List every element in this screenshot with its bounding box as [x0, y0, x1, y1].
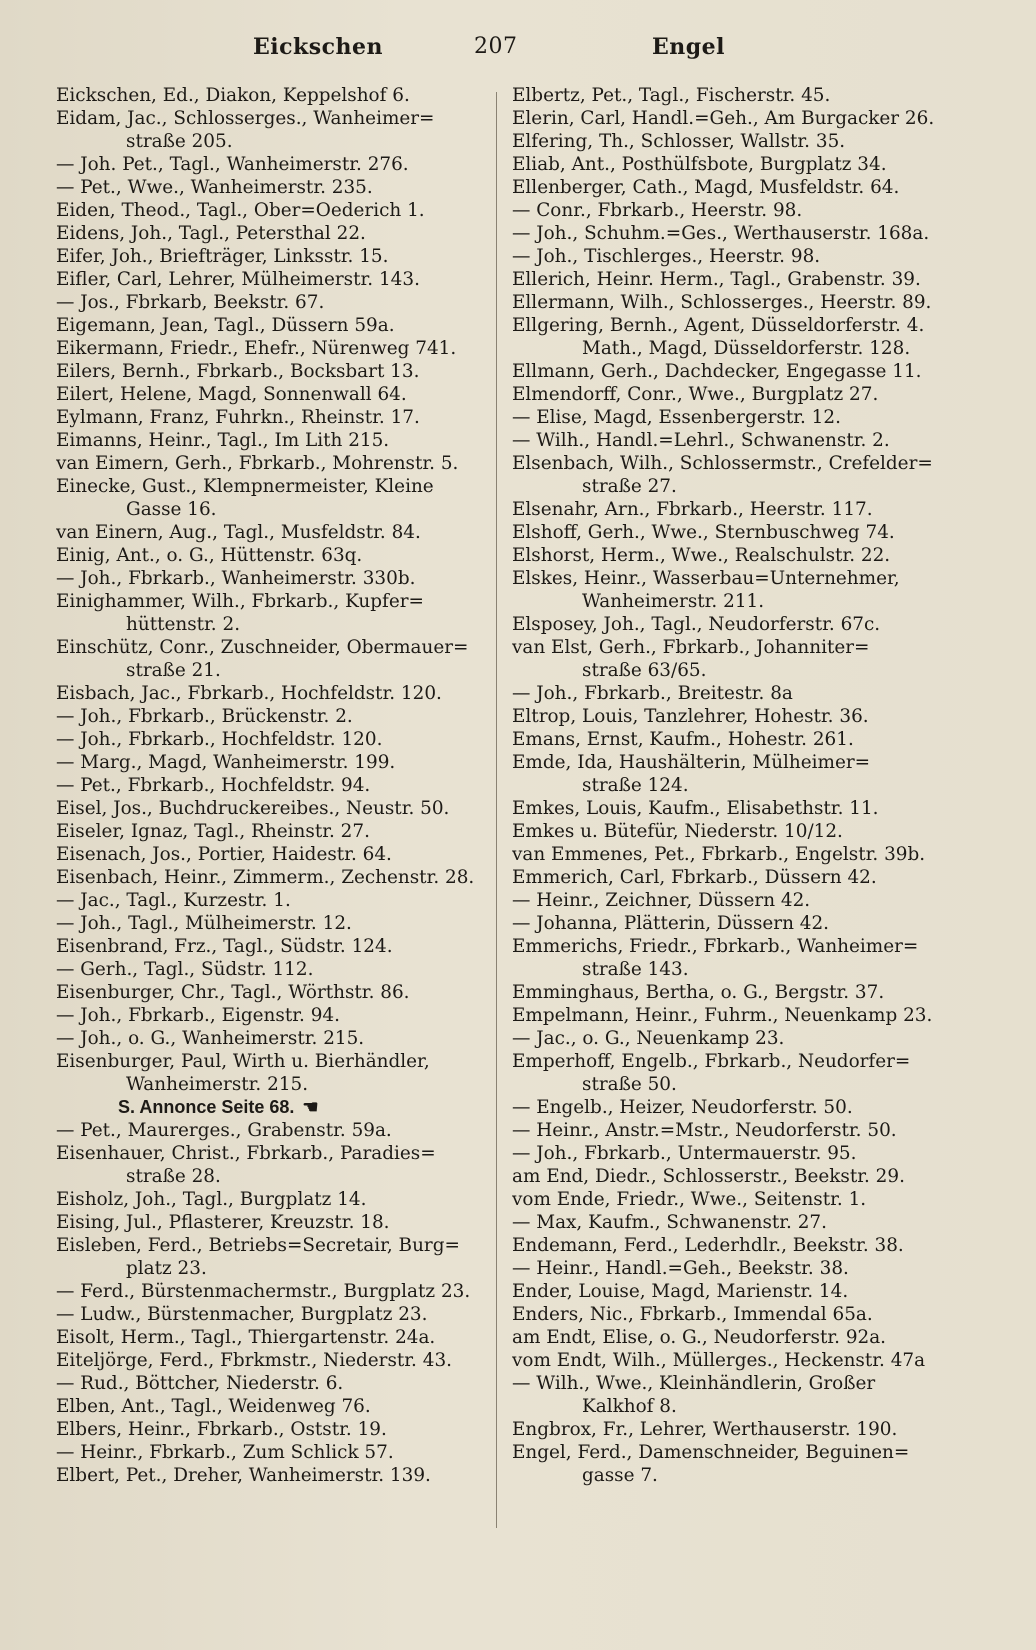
directory-entry: am End, Diedr., Schlosserstr., Beekstr. 29. — [512, 1166, 905, 1187]
directory-entry: Elbert, Pet., Dreher, Wanheimerstr. 139. — [56, 1465, 431, 1486]
directory-entry: Ender, Louise, Magd, Marienstr. 14. — [512, 1281, 849, 1302]
directory-entry: Eiteljörge, Ferd., Fbrkmstr., Niederstr. 43. — [56, 1350, 452, 1371]
directory-entry: Eisel, Jos., Buchdruckereibes., Neustr. 50. — [56, 798, 450, 819]
entry-continuation: platz 23. — [126, 1258, 207, 1279]
directory-entry: Eisenburger, Paul, Wirth u. Bierhändler, — [56, 1051, 430, 1072]
directory-entry: Eiseler, Ignaz, Tagl., Rheinstr. 27. — [56, 821, 370, 842]
directory-entry: Empelmann, Heinr., Fuhrm., Neuenkamp 23. — [512, 1005, 933, 1026]
directory-entry: Eikermann, Friedr., Ehefr., Nürenweg 741. — [56, 338, 457, 359]
directory-entry: Elsenbach, Wilh., Schlossermstr., Crefelder= — [512, 453, 933, 474]
directory-entry: Eisleben, Ferd., Betriebs=Secretair, Burg= — [56, 1235, 460, 1256]
directory-entry: Eigemann, Jean, Tagl., Düssern 59a. — [56, 315, 395, 336]
directory-entry: Elbertz, Pet., Tagl., Fischerstr. 45. — [512, 85, 831, 106]
directory-entry: Eisbach, Jac., Fbrkarb., Hochfeldstr. 120. — [56, 683, 442, 704]
page-header — [56, 34, 976, 74]
directory-entry: Elshoff, Gerh., Wwe., Sternbuschweg 74. — [512, 522, 895, 543]
entry-continuation: straße 124. — [582, 775, 689, 796]
directory-entry: — Jac., o. G., Neuenkamp 23. — [512, 1028, 785, 1049]
entry-continuation: straße 205. — [126, 131, 233, 152]
directory-entry: — Joh., Schuhm.=Ges., Werthauserstr. 168a. — [512, 223, 930, 244]
directory-entry: Ellenberger, Cath., Magd, Musfeldstr. 64. — [512, 177, 900, 198]
directory-entry: Eidam, Jac., Schlosserges., Wanheimer= — [56, 108, 435, 129]
entry-continuation: straße 50. — [582, 1074, 677, 1095]
entry-continuation: Math., Magd, Düsseldorferstr. 128. — [582, 338, 911, 359]
directory-entry: — Elise, Magd, Essenbergerstr. 12. — [512, 407, 841, 428]
directory-entry: Eliab, Ant., Posthülfsbote, Burgplatz 34. — [512, 154, 887, 175]
directory-entry: — Joh., Fbrkarb., Eigenstr. 94. — [56, 1005, 340, 1026]
header-first-name: Eickschen — [253, 34, 384, 60]
entry-continuation: straße 28. — [126, 1166, 221, 1187]
directory-entry: — Joh., o. G., Wanheimerstr. 215. — [56, 1028, 365, 1049]
directory-entry: Eisolt, Herm., Tagl., Thiergartenstr. 24a. — [56, 1327, 436, 1348]
directory-entry: Emmerichs, Friedr., Fbrkarb., Wanheimer= — [512, 936, 919, 957]
directory-entry: Ellmann, Gerh., Dachdecker, Engegasse 11. — [512, 361, 922, 382]
directory-entry: van Einern, Aug., Tagl., Musfeldstr. 84. — [56, 522, 421, 543]
directory-entry: Elerin, Carl, Handl.=Geh., Am Burgacker 26. — [512, 108, 935, 129]
directory-entry: — Joh., Fbrkarb., Wanheimerstr. 330b. — [56, 568, 416, 589]
directory-entry: — Jos., Fbrkarb, Beekstr. 67. — [56, 292, 325, 313]
directory-entry: Eimanns, Heinr., Tagl., Im Lith 215. — [56, 430, 390, 451]
directory-entry: Engbrox, Fr., Lehrer, Werthauserstr. 190. — [512, 1419, 898, 1440]
entry-continuation: Wanheimerstr. 215. — [126, 1074, 309, 1095]
directory-entry: Eidens, Joh., Tagl., Petersthal 22. — [56, 223, 366, 244]
entry-continuation: Kalkhof 8. — [582, 1396, 677, 1417]
directory-entry: Elfering, Th., Schlosser, Wallstr. 35. — [512, 131, 846, 152]
directory-entry: Eilers, Bernh., Fbrkarb., Bocksbart 13. — [56, 361, 420, 382]
right-column — [512, 84, 942, 1487]
directory-entry: — Wilh., Handl.=Lehrl., Schwanenstr. 2. — [512, 430, 890, 451]
directory-entry: — Ludw., Bürstenmacher, Burgplatz 23. — [56, 1304, 428, 1325]
directory-entry: — Heinr., Anstr.=Mstr., Neudorferstr. 50. — [512, 1120, 897, 1141]
directory-entry: Emans, Ernst, Kaufm., Hohestr. 261. — [512, 729, 854, 750]
directory-entry: Eisholz, Joh., Tagl., Burgplatz 14. — [56, 1189, 367, 1210]
directory-entry: — Heinr., Fbrkarb., Zum Schlick 57. — [56, 1442, 394, 1463]
directory-entry: Eisenbach, Heinr., Zimmerm., Zechenstr. 28. — [56, 867, 475, 888]
directory-entry: — Marg., Magd, Wanheimerstr. 199. — [56, 752, 396, 773]
entry-continuation: gasse 7. — [582, 1465, 658, 1486]
column-divider — [496, 92, 497, 1528]
directory-entry: — Joh., Tischlerges., Heerstr. 98. — [512, 246, 821, 267]
left-column — [56, 84, 486, 1487]
directory-entry: Eiden, Theod., Tagl., Ober=Oederich 1. — [56, 200, 425, 221]
directory-entry: Emkes u. Bütefür, Niederstr. 10/12. — [512, 821, 843, 842]
directory-entry: — Heinr., Handl.=Geh., Beekstr. 38. — [512, 1258, 849, 1279]
directory-entry: Eisenbrand, Frz., Tagl., Südstr. 124. — [56, 936, 393, 957]
directory-entry: Eisenach, Jos., Portier, Haidestr. 64. — [56, 844, 392, 865]
directory-entry: Eisenburger, Chr., Tagl., Wörthstr. 86. — [56, 982, 410, 1003]
directory-entry: Einschütz, Conr., Zuschneider, Obermauer= — [56, 637, 469, 658]
directory-entry: — Max, Kaufm., Schwanenstr. 27. — [512, 1212, 827, 1233]
directory-entry: Ellerich, Heinr. Herm., Tagl., Grabenstr. 39. — [512, 269, 921, 290]
directory-entry: Eisenhauer, Christ., Fbrkarb., Paradies= — [56, 1143, 436, 1164]
directory-entry: — Pet., Maurerges., Grabenstr. 59a. — [56, 1120, 392, 1141]
directory-entry: — Jac., Tagl., Kurzestr. 1. — [56, 890, 291, 911]
entry-continuation: Wanheimerstr. 211. — [582, 591, 765, 612]
directory-entry: vom Ende, Friedr., Wwe., Seitenstr. 1. — [512, 1189, 867, 1210]
directory-entry: — Joh. Pet., Tagl., Wanheimerstr. 276. — [56, 154, 409, 175]
directory-entry: van Elst, Gerh., Fbrkarb., Johanniter= — [512, 637, 870, 658]
directory-entry: Ellgering, Bernh., Agent, Düsseldorferstr. 4. — [512, 315, 925, 336]
directory-entry: — Joh., Fbrkarb., Brückenstr. 2. — [56, 706, 353, 727]
header-last-name: Engel — [652, 34, 726, 60]
directory-entry: — Joh., Tagl., Mülheimerstr. 12. — [56, 913, 352, 934]
pointing-hand-icon: ☚ — [302, 1097, 319, 1117]
directory-entry: van Emmenes, Pet., Fbrkarb., Engelstr. 39b. — [512, 844, 926, 865]
directory-entry: — Gerh., Tagl., Südstr. 112. — [56, 959, 314, 980]
directory-entry: Eickschen, Ed., Diakon, Keppelshof 6. — [56, 85, 410, 106]
directory-entry: — Ferd., Bürstenmachermstr., Burgplatz 23. — [56, 1281, 471, 1302]
directory-entry: Engel, Ferd., Damenschneider, Beguinen= — [512, 1442, 910, 1463]
entry-continuation: straße 27. — [582, 476, 677, 497]
directory-entry: vom Endt, Wilh., Müllerges., Heckenstr. 47a — [512, 1350, 926, 1371]
directory-entry: Elsenahr, Arn., Fbrkarb., Heerstr. 117. — [512, 499, 873, 520]
directory-entry: Elshorst, Herm., Wwe., Realschulstr. 22. — [512, 545, 891, 566]
directory-entry: — Pet., Wwe., Wanheimerstr. 235. — [56, 177, 373, 198]
directory-entry: — Pet., Fbrkarb., Hochfeldstr. 94. — [56, 775, 371, 796]
annonce-note: S. Annonce Seite 68. ☚ — [118, 1097, 319, 1117]
directory-entry: Eising, Jul., Pflasterer, Kreuzstr. 18. — [56, 1212, 390, 1233]
directory-entry: Eilert, Helene, Magd, Sonnenwall 64. — [56, 384, 407, 405]
directory-entry: Eifler, Carl, Lehrer, Mülheimerstr. 143. — [56, 269, 420, 290]
directory-entry: Endemann, Ferd., Lederhdlr., Beekstr. 38. — [512, 1235, 904, 1256]
directory-entry: am Endt, Elise, o. G., Neudorferstr. 92a. — [512, 1327, 887, 1348]
directory-entry: Emkes, Louis, Kaufm., Elisabethstr. 11. — [512, 798, 879, 819]
directory-entry: Einighammer, Wilh., Fbrkarb., Kupfer= — [56, 591, 424, 612]
entry-continuation: straße 143. — [582, 959, 689, 980]
directory-entry: Einecke, Gust., Klempnermeister, Kleine — [56, 476, 434, 497]
directory-entry: Emde, Ida, Haushälterin, Mülheimer= — [512, 752, 871, 773]
directory-entry: — Engelb., Heizer, Neudorferstr. 50. — [512, 1097, 853, 1118]
directory-entry: Eltrop, Louis, Tanzlehrer, Hohestr. 36. — [512, 706, 869, 727]
directory-entry: — Rud., Böttcher, Niederstr. 6. — [56, 1373, 344, 1394]
directory-entry: Elskes, Heinr., Wasserbau=Unternehmer, — [512, 568, 900, 589]
directory-entry: van Eimern, Gerh., Fbrkarb., Mohrenstr. 5. — [56, 453, 459, 474]
entry-continuation: hüttenstr. 2. — [126, 614, 241, 635]
directory-entry: — Wilh., Wwe., Kleinhändlerin, Großer — [512, 1373, 876, 1394]
entry-continuation: Gasse 16. — [126, 499, 217, 520]
directory-entry: — Johanna, Plätterin, Düssern 42. — [512, 913, 830, 934]
directory-entry: Ellermann, Wilh., Schlosserges., Heerstr. 89. — [512, 292, 932, 313]
directory-entry: Emminghaus, Bertha, o. G., Bergstr. 37. — [512, 982, 885, 1003]
directory-entry: Enders, Nic., Fbrkarb., Immendal 65a. — [512, 1304, 873, 1325]
entry-continuation: straße 21. — [126, 660, 221, 681]
directory-entry: — Joh., Fbrkarb., Untermauerstr. 95. — [512, 1143, 857, 1164]
directory-entry: Elsposey, Joh., Tagl., Neudorferstr. 67c. — [512, 614, 881, 635]
directory-entry: Eifer, Joh., Briefträger, Linksstr. 15. — [56, 246, 389, 267]
directory-entry: — Conr., Fbrkarb., Heerstr. 98. — [512, 200, 803, 221]
entry-continuation: straße 63/65. — [582, 660, 707, 681]
directory-entry: — Joh., Fbrkarb., Hochfeldstr. 120. — [56, 729, 383, 750]
directory-entry: — Joh., Fbrkarb., Breitestr. 8a — [512, 683, 793, 704]
directory-entry: Eylmann, Franz, Fuhrkn., Rheinstr. 17. — [56, 407, 420, 428]
directory-entry: Emmerich, Carl, Fbrkarb., Düssern 42. — [512, 867, 877, 888]
directory-entry: Emperhoff, Engelb., Fbrkarb., Neudorfer= — [512, 1051, 911, 1072]
directory-entry: Elbers, Heinr., Fbrkarb., Oststr. 19. — [56, 1419, 387, 1440]
directory-entry: — Heinr., Zeichner, Düssern 42. — [512, 890, 811, 911]
directory-entry: Elben, Ant., Tagl., Weidenweg 76. — [56, 1396, 371, 1417]
page-number: 207 — [474, 34, 518, 59]
directory-entry: Elmendorff, Conr., Wwe., Burgplatz 27. — [512, 384, 879, 405]
directory-entry: Einig, Ant., o. G., Hüttenstr. 63q. — [56, 545, 363, 566]
